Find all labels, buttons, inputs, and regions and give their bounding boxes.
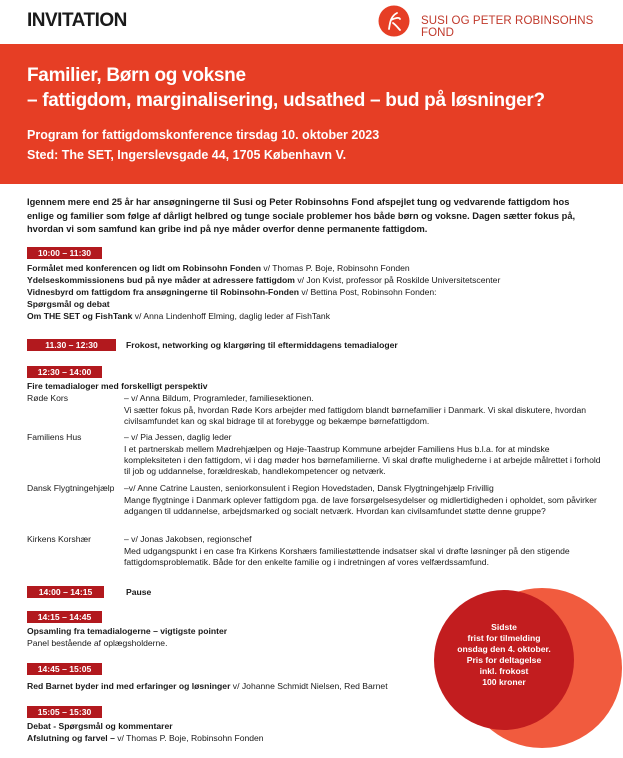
badge-line: frist for tilmelding [467,633,541,643]
agenda-bold-text: Om THE SET og FishTank [27,311,133,321]
time-bar-s1 [27,247,102,259]
time-bar-s5 [27,611,102,623]
badge-line: 100 kroner [482,677,526,687]
time-label: 14:00 – 14:15 [38,587,93,597]
agenda-line [27,287,437,298]
org-name-roede-kors: Røde Kors [27,393,69,403]
agenda-line [27,299,110,310]
agenda-text: v/ Thomas P. Boje, Robinsohn Fonden [114,733,264,743]
time-label: 11.30 – 12:30 [45,340,98,350]
agenda-bold-text: Formålet med konferencen og lidt om Robinsohn Fonden [27,263,261,273]
fund-logo-icon [378,5,410,37]
agenda-bold-text: Afslutning og farvel – [27,733,115,743]
agenda-bold-text: Vidnesbyrd om fattigdom fra ansøgningerne til Robinsohn-Fonden [27,287,299,297]
org-name-dansk-flygtningehjaelp: Dansk Flygtningehjælp [27,483,115,493]
fund-name: SUSI OG PETER ROBINSOHNS FOND [421,15,594,39]
agenda-bold-text: Red Barnet byder ind med erfaringer og løsninger [27,681,231,691]
lunch-label: Frokost, networking og klargøring til eftermiddagens temadialoger [126,340,398,350]
time-bar-s3 [27,366,102,378]
time-label: 10:00 – 11:30 [37,248,92,258]
time-bar-s4 [27,586,104,598]
banner-title-line2: – fattigdom, marginalisering, udsathed – bud på løsninger? [27,90,545,111]
title-banner [0,44,623,184]
org-speaker: –v/ Anne Catrine Lausten, seniorkonsulent i Region Hovedstaden, Dansk Flygtningehjælp Frivillig [124,483,494,493]
time-label: 12:30 – 14:00 [37,367,92,377]
time-bar-s7 [27,706,102,718]
agenda-bold-text: Spørgsmål og debat [27,299,110,309]
org-description: Mange flygtninge i Danmark oplever fattigdom pga. de lave forsørgelsesydelser og midlertidigheden i opholdet, som påvirker adgangen til uddannelse, arbejdsmarked og socialt netværk. Hvordan kan civilsamfundet støtte denne gruppe? [124,495,597,516]
org-speaker: – v/ Jonas Jakobsen, regionschef [124,534,252,544]
banner-subtitle-venue: Sted: The SET, Ingerslevsgade 44, 1705 København V. [27,148,347,162]
org-speaker: – v/ Pia Jessen, daglig leder [124,432,232,442]
badge-line: onsdag den 4. oktober. [457,644,551,654]
agenda-line [27,275,500,286]
badge-line: Sidste [491,622,517,632]
time-label: 14:45 – 15:05 [37,664,92,674]
badge-line: Pris for deltagelse [466,655,542,665]
agenda-line [27,733,264,744]
agenda-line: Panel bestående af oplægsholderne. [27,638,168,648]
page-header [0,0,623,44]
agenda-line [27,263,410,274]
org-speaker: – v/ Anna Bildum, Programleder, familiesektionen. [124,393,314,403]
dialogues-heading: Fire temadialoger med forskelligt perspektiv [27,381,208,391]
pause-label: Pause [126,587,152,597]
time-bar-s6 [27,663,102,675]
agenda-bold-text: Ydelseskommissionens bud på nye måder at adressere fattigdom [27,275,295,285]
agenda-text: v/ Bettina Post, Robinsohn Fonden: [298,287,437,297]
registration-badge [434,622,574,688]
agenda-text: v/ Thomas P. Boje, Robinsohn Fonden [260,263,410,273]
banner-subtitle-program: Program for fattigdomskonference tirsdag 10. oktober 2023 [27,128,380,142]
agenda-line: Debat - Spørgsmål og kommentarer [27,721,173,731]
org-name-familiens-hus: Familiens Hus [27,432,82,442]
org-description: Med udgangspunkt i en case fra Kirkens Korshærs familiestøttende indsatser skal vi drøfte løsninger på den stigende fattigdomsproblematik. Både for den enkelte familie og i indretningen af vores velfærdssamfund. [124,546,570,567]
org-name-kirkens-korshaer: Kirkens Korshær [27,534,91,544]
time-bar-s2 [27,339,116,351]
agenda-line [27,681,388,692]
org-description: Vi sætter fokus på, hvordan Røde Kors arbejder med fattigdom blandt børnefamilier i Danmark. Vi skal diskutere, hvordan civilsamfundet kan og skal bidrage til at forebygge og bekæmpe børnefattigdom. [124,405,587,426]
org-description: I et partnerskab mellem Mødrehjælpen og Høje-Taastrup Kommune arbejder Familiens Hus b.l.a. for at mindske kompleksiteten i den fattigdom, vi i dag møder hos børnefamilierne. Vi skal drøfte mulighederne i at arbejde målrettet i forhold til job og uddannelse, forældreskab, handlekompetencer og netværk. [124,444,601,476]
time-label: 15:05 – 15:30 [37,707,92,717]
agenda-text: v/ Jon Kvist, professor på Roskilde Universitetscenter [294,275,501,285]
agenda-line: Opsamling fra temadialogerne – vigtigste pointer [27,626,228,636]
badge-line: inkl. frokost [479,666,529,676]
agenda-text: v/ Johanne Schmidt Nielsen, Red Barnet [230,681,388,691]
invitation-label: INVITATION [27,10,127,31]
agenda-text: v/ Anna Lindenhoff Elming, daglig leder af FishTank [132,311,330,321]
agenda-line [27,311,330,322]
banner-title-line1: Familier, Børn og voksne [27,65,246,86]
intro-paragraph: Igennem mere end 25 år har ansøgningerne til Susi og Peter Robinsohns Fond afspejlet tung og vedvarende fattigdom hos enlige og familier som følge af dårligt helbred og tunge sociale problemer hos både børn og voksne. Dagen sætter fokus på, hvordan vi som samfund kan gribe ind på nye måder overfor denne permanente fattigdom. [27,197,576,234]
time-label: 14:15 – 14:45 [37,612,92,622]
